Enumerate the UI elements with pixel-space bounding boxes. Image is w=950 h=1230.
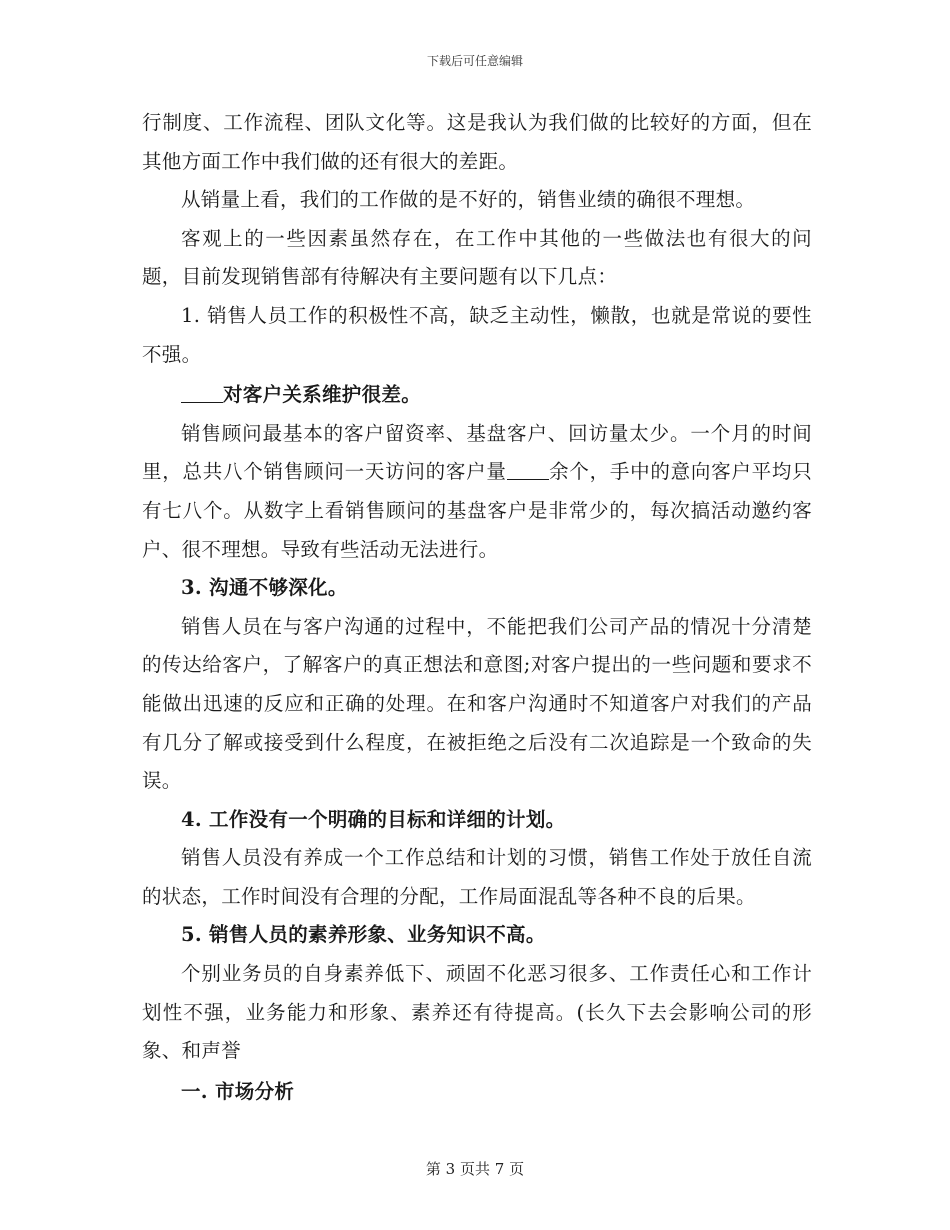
heading-point-2-text: 对客户关系维护很差。 [223,383,422,407]
paragraph-customer-retention-part-b: 余个，手中的意向客户平均只有七八个。从数字上看销售顾问的基盘客户是非常少的，每次搞活动邀约客户、很不理想。导致有些活动无法进行。 [142,460,812,561]
heading-point-4: 4. 工作没有一个明确的目标和详细的计划。 [181,807,566,831]
blank-underline [507,460,549,481]
heading-point-3: 3. 沟通不够深化。 [181,576,348,600]
paragraph-point-1: 1. 销售人员工作的积极性不高，缺乏主动性，懒散，也就是常说的要性不强。 [142,303,812,366]
paragraph-problems-intro: 客观上的一些因素虽然存在，在工作中其他的一些做法也有很大的问题，目前发现销售部有待解决有主要问题有以下几点： [142,226,812,289]
blank-underline [181,383,223,404]
paragraph-sales-volume: 从销量上看，我们的工作做的是不好的，销售业绩的确很不理想。 [181,188,756,212]
paragraph-continuation: 行制度、工作流程、团队文化等。这是我认为我们做的比较好的方面，但在其他方面工作中我们做的还有很大的差距。 [142,111,812,173]
document-body [142,104,812,1111]
paragraph-communication: 销售人员在与客户沟通的过程中，不能把我们公司产品的情况十分清楚的传达给客户，了解客户的真正想法和意图;对客户提出的一些问题和要求不能做出迅速的反应和正确的处理。在和客户沟通时不知道客户对我们的产品有几分了解或接受到什么程度，在被拒绝之后没有二次追踪是一个致命的失误。 [142,614,812,793]
page-header-note: 下载后可任意编辑 [426,54,523,68]
paragraph-planning: 销售人员没有养成一个工作总结和计划的习惯，销售工作处于放任自流的状态，工作时间没有合理的分配，工作局面混乱等各种不良的后果。 [142,846,812,908]
paragraph-customer-retention [142,415,812,569]
heading-market-analysis: 一. 市场分析 [181,1079,295,1103]
heading-point-2 [142,376,812,415]
heading-point-5: 5. 销售人员的素养形象、业务知识不高。 [181,923,546,947]
page-number: 第 3 页共 7 页 [425,1160,525,1178]
paragraph-quality: 个别业务员的自身素养低下、顽固不化恶习很多、工作责任心和工作计划性不强，业务能力和形象、素养还有待提高。(长久下去会影响公司的形象、和声誉 [142,962,812,1063]
paragraph-customer-retention-part-a: 销售顾问最基本的客户留资率、基盘客户、回访量太少。一个月的时间里，总共八个销售顾问一天访问的客户量 [142,421,812,484]
